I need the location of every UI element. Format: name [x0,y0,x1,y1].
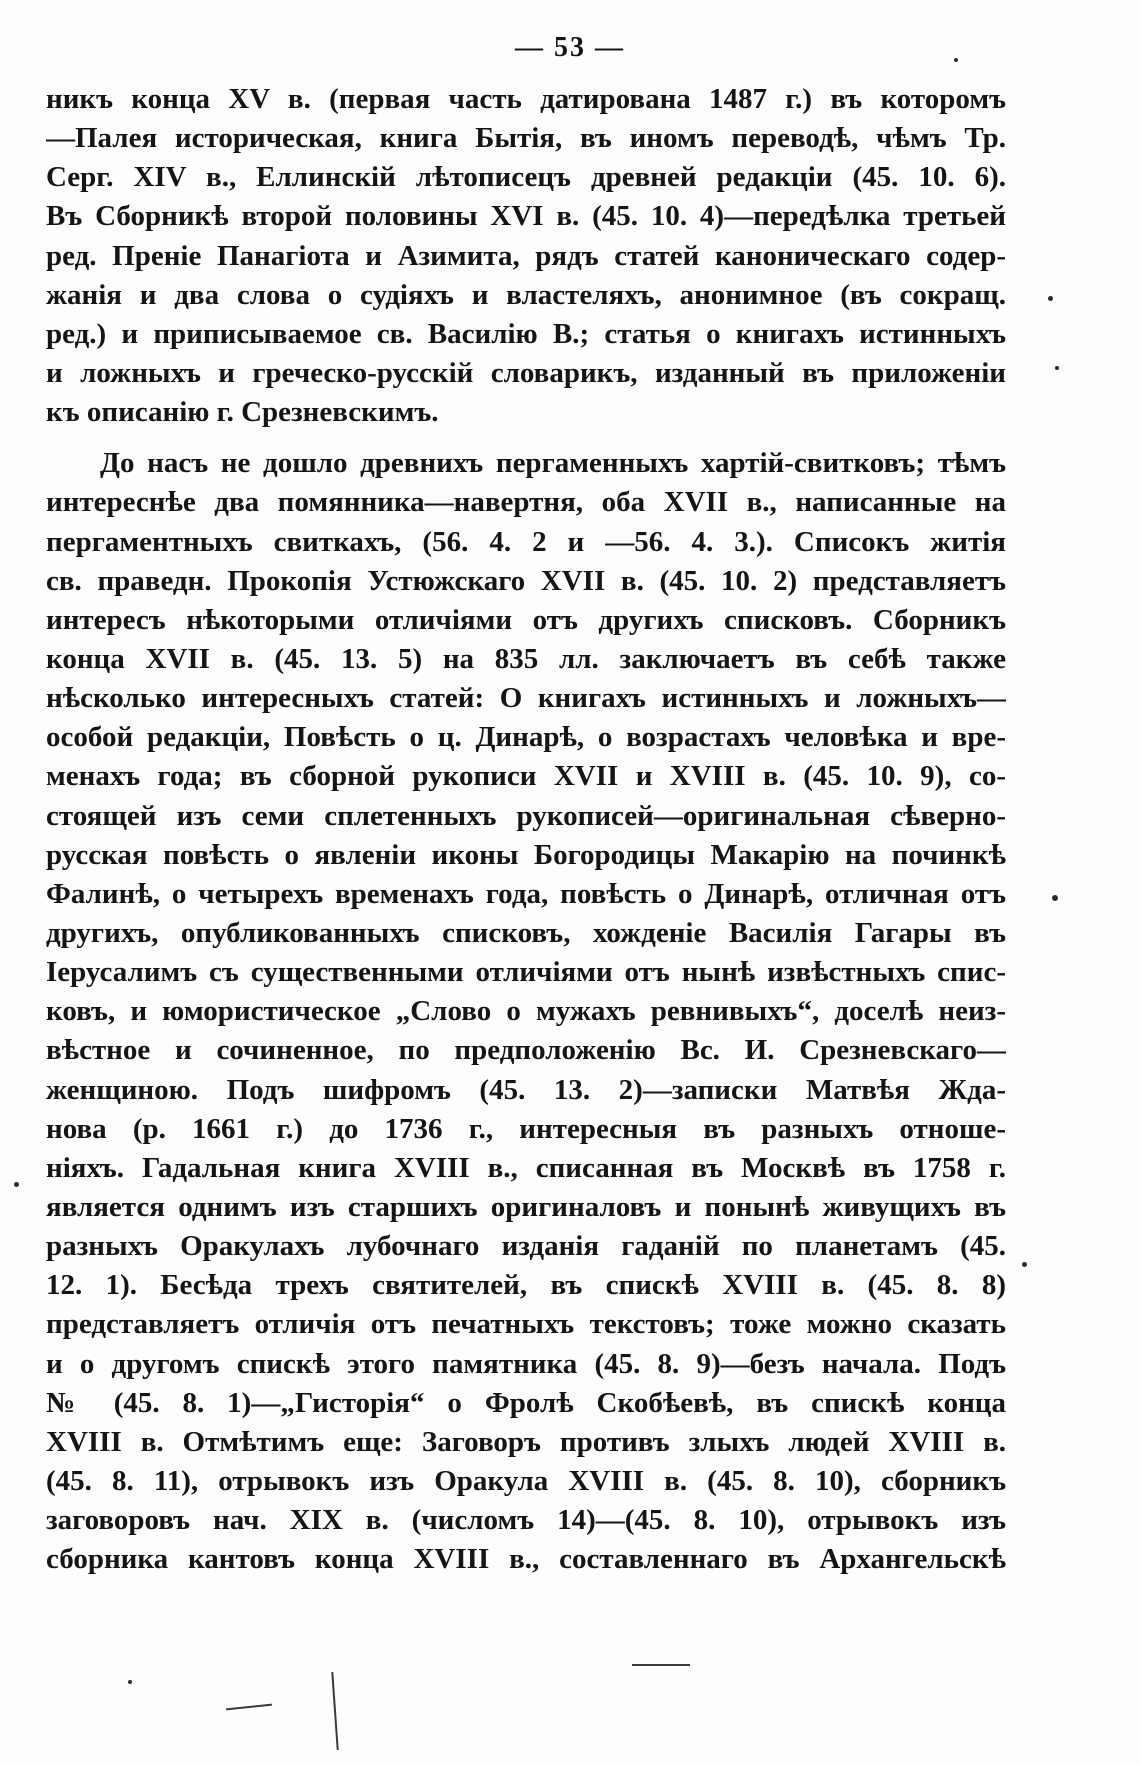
text-line: —Палея историческая, книга Бытія, въ иномъ переводѣ, чѣмъ Тр. [46,122,1006,155]
text-line: нова (р. 1661 г.) до 1736 г., интересныя въ разныхъ отноше- [46,1112,1006,1145]
text-line: Іерусалимъ съ существенными отличіями отъ нынѣ извѣстныхъ спис- [46,956,1006,989]
text-line: св. праведн. Прокопія Устюжскаго XVII в. (45. 10. 2) представляетъ [46,564,1006,597]
scan-stray-mark [226,1704,272,1711]
text-line: № (45. 8. 1)—„Гисторія“ о Фролѣ Скобѣевѣ, въ спискѣ конца [46,1386,1006,1419]
text-line: другихъ, опубликованныхъ списковъ, хожденіе Василія Гагары въ [46,916,1006,949]
scan-speck [1052,895,1058,901]
text-line: интересъ нѣкоторыми отличіями отъ другихъ списковъ. Сборникъ [46,603,1006,636]
text-line: Въ Сборникѣ второй половины XVI в. (45. 10. 4)—передѣлка третьей [46,200,1006,233]
text-line: сборника кантовъ конца XVIII в., составленнаго въ Архангельскѣ [46,1543,1006,1576]
scan-stray-mark [331,1672,338,1750]
text-line: (45. 8. 11), отрывокъ изъ Оракула XVIII в. (45. 8. 10), сборникъ [46,1464,1006,1497]
text-line: является однимъ изъ старшихъ оригиналовъ и понынѣ живущихъ въ [46,1190,1006,1223]
text-line: и ложныхъ и греческо-русскій словарикъ, изданный въ приложеніи [46,356,1006,389]
body-text [46,80,1006,1579]
text-line: представляетъ отличія отъ печатныхъ текстовъ; тоже можно сказать [46,1308,1006,1341]
text-line: никъ конца XV в. (первая часть датирована 1487 г.) въ которомъ [46,83,1006,115]
text-line: ковъ, и юмористическое „Слово о мужахъ ревнивыхъ“, доселѣ неиз- [46,995,1006,1028]
text-line: ред.) и приписываемое св. Василію В.; статья о книгахъ истинныхъ [46,317,1006,350]
text-line: разныхъ Оракулахъ лубочнаго изданія гаданій по планетамъ (45. [46,1230,1006,1263]
paragraph-1 [46,80,1006,432]
text-line: нѣсколько интересныхъ статей: О книгахъ истинныхъ и ложныхъ— [46,682,1006,715]
text-line: стоящей изъ семи сплетенныхъ рукописей—оригинальная сѣверно- [46,799,1006,832]
text-line: менахъ года; въ сборной рукописи XVII и XVIII в. (45. 10. 9), со- [46,760,1006,793]
text-line: XVIII в. Отмѣтимъ еще: Заговоръ противъ злыхъ людей XVIII в. [46,1425,1006,1458]
text-line: особой редакціи, Повѣсть о ц. Динарѣ, о возрастахъ человѣка и вре- [46,721,1006,754]
scan-speck [128,1680,132,1684]
scan-speck [1048,296,1053,301]
text-line: ред. Преніе Панагіота и Азимита, рядъ статей каноническаго содер- [46,239,1006,272]
page-number: — 53 — [515,32,625,63]
text-line: 12. 1). Бесѣда трехъ святителей, въ спискѣ XVIII в. (45. 8. 8) [46,1269,1006,1302]
text-line: женщиною. Подъ шифромъ (45. 13. 2)—записки Матвѣя Жда- [46,1073,1006,1106]
text-line: Серг. XIV в., Еллинскій лѣтописецъ древней редакціи (45. 10. 6). [46,161,1006,194]
text-line: жанія и два слова о судіяхъ и властеляхъ, анонимное (въ сокращ. [46,278,1006,311]
text-line: конца XVII в. (45. 13. 5) на 835 лл. заключаетъ въ себѣ также [46,642,1006,675]
scan-speck [954,58,958,62]
text-line: интереснѣе два помянника—навертня, оба XVII в., написанные на [46,486,1006,519]
paragraph-gap [46,432,1006,444]
scan-speck [14,1182,19,1187]
text-line: До насъ не дошло древнихъ пергаменныхъ хартій-свитковъ; тѣмъ [100,447,1006,480]
scan-stray-mark [632,1664,690,1666]
paragraph-2 [46,444,1006,1579]
text-line: заговоровъ нач. XIX в. (числомъ 14)—(45. 8. 10), отрывокъ изъ [46,1504,1006,1537]
scan-speck [1022,1262,1027,1267]
text-line: къ описанію г. Срезневскимъ. [46,396,439,429]
scan-speck [1055,366,1059,370]
text-line: ніяхъ. Гадальная книга XVIII в., списанная въ Москвѣ въ 1758 г. [46,1151,1006,1184]
text-line: и о другомъ спискѣ этого памятника (45. 8. 9)—безъ начала. Подъ [46,1347,1006,1380]
text-line: русская повѣсть о явленіи иконы Богородицы Макарію на починкѣ [46,838,1006,871]
text-line: Фалинѣ, о четырехъ временахъ года, повѣсть о Динарѣ, отличная отъ [46,877,1006,910]
text-line: вѣстное и сочиненное, по предположенію Вс. И. Срезневскаго— [46,1034,1006,1067]
text-line: пергаментныхъ свиткахъ, (56. 4. 2 и —56. 4. 3.). Списокъ житія [46,525,1006,558]
